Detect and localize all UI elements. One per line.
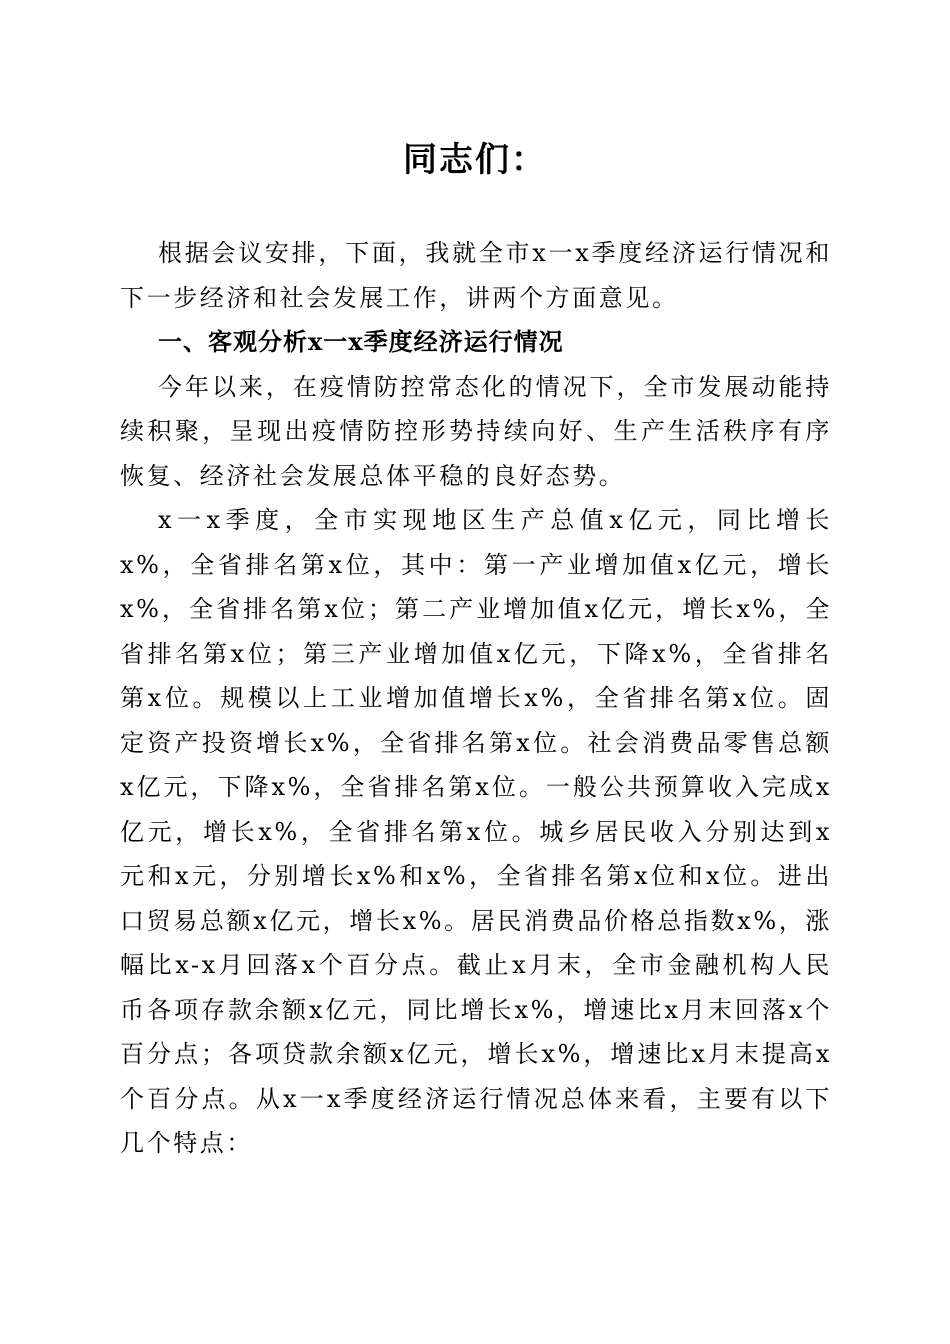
document-body	[120, 231, 832, 1166]
document-title: 同志们：	[403, 140, 547, 180]
section-paragraph-1: 今年以来，在疫情防控常态化的情况下，全市发展动能持续积聚，呈现出疫情防控形势持续向好、生产生活秩序有序恢复、经济社会发展总体平稳的良好态势。	[120, 372, 832, 490]
section-heading: 一、客观分析x一x季度经济运行情况	[158, 327, 564, 356]
section-paragraph-2: x一x季度，全市实现地区生产总值x亿元，同比增长x%，全省排名第x位，其中：第一产业增加值x亿元，增长x%，全省排名第x位；第二产业增加值x亿元，增长x%，全省排名第x位；第三产业增加值x亿元，下降x%，全省排名第x位。规模以上工业增加值增长x%，全省排名第x位。固定资产投资增长x%，全省排名第x位。社会消费品零售总额x亿元，下降x%，全省排名第x位。一般公共预算收入完成x亿元，增长x%，全省排名第x位。城乡居民收入分别达到x元和x元，分别增长x%和x%，全省排名第x位和x位。进出口贸易总额x亿元，增长x%。居民消费品价格总指数x%，涨幅比x-x月回落x个百分点。截止x月末，全市金融机构人民币各项存款余额x亿元，同比增长x%，增速比x月末回落x个百分点；各项贷款余额x亿元，增长x%，增速比x月末提高x个百分点。从x一x季度经济运行情况总体来看，主要有以下几个特点：	[120, 506, 832, 1157]
intro-paragraph: 根据会议安排，下面，我就全市x一x季度经济运行情况和下一步经济和社会发展工作，讲两个方面意见。	[120, 239, 832, 312]
